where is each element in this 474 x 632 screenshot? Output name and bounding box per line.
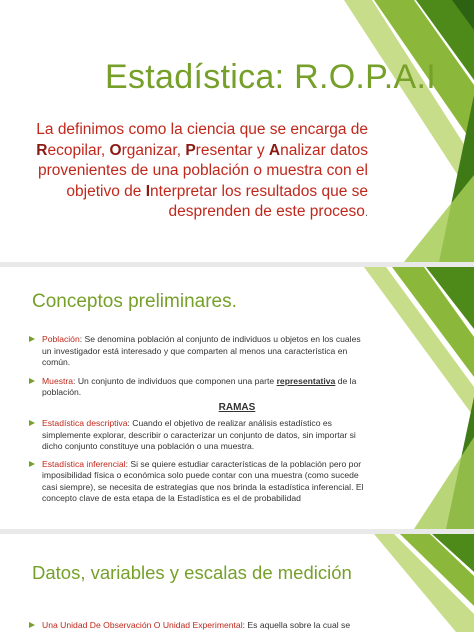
concepts-list [28, 334, 368, 404]
slide-2 [0, 267, 474, 529]
slide-3 [0, 534, 474, 632]
list-item: Una Unidad De Observación O Unidad Experimental: Es aquella sobre la cual se [28, 620, 368, 632]
list-item: Población: Se denomina población al conjunto de individuos u objetos en los cuales un investigador está interesado y que comparten al menos una característica en común. [28, 334, 368, 369]
triangle-bullet-icon [29, 378, 35, 384]
definition-text: La definimos como la ciencia que se encarga de Recopilar, Organizar, Presentar y Analizar datos provenientes de una población o muestra con el objetivo de Interpretar los resultados que se desprenden de este proceso. [36, 121, 368, 220]
ramas-heading: RAMAS [218, 402, 256, 413]
ramas-list [28, 418, 368, 510]
slide-title: Conceptos preliminares. [32, 291, 237, 312]
green-decoration [364, 267, 474, 529]
list-item: Estadística inferencial: Si se quiere estudiar características de la población pero por imposibilidad física o económica solo puede contar con una muestra (como sucede casi siempre), se necesita de estrategias que nos brinda la estadística inferencial. El concepto clave de esta etapa de la Estadística es el de probabilidad [28, 459, 368, 505]
slide-title: Datos, variables y escalas de medición [32, 562, 352, 583]
list-item: Estadística descriptiva: Cuando el objetivo de realizar análisis estadístico es simplemente explorar, describir o caracterizar un conjunto de datos, sin importar si dicho conjunto constituye una población o una muestra. [28, 418, 368, 453]
slide-title: Estadística: R.O.P.A.I [105, 58, 436, 96]
slide-1 [0, 0, 474, 262]
triangle-bullet-icon [29, 461, 35, 467]
data-list [28, 620, 368, 632]
triangle-bullet-icon [29, 420, 35, 426]
list-item: Muestra: Un conjunto de individuos que componen una parte representativa de la población. [28, 376, 368, 399]
triangle-bullet-icon [29, 336, 35, 342]
triangle-bullet-icon [29, 622, 35, 628]
green-decoration [374, 534, 474, 632]
